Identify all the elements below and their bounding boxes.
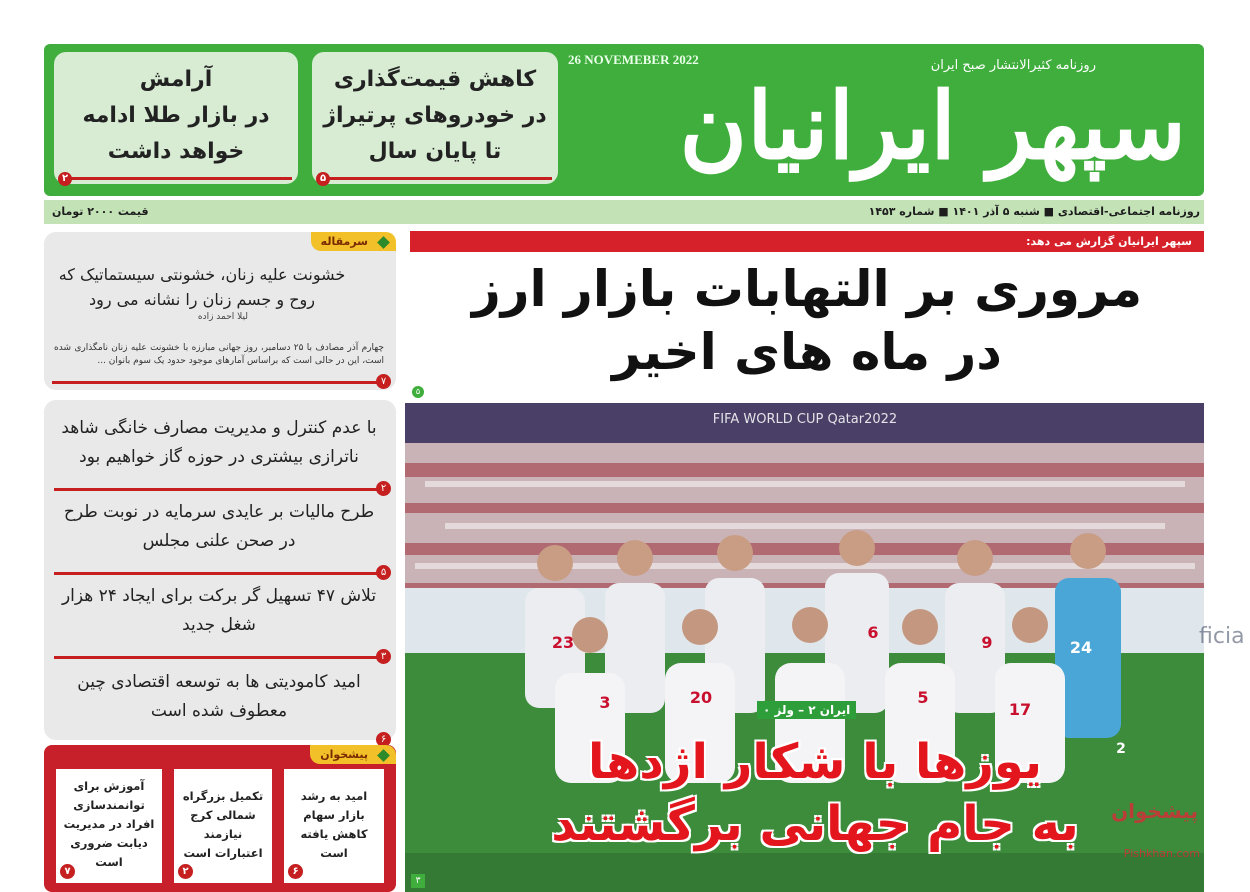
teaser-line: کاهش قیمت‌گذاری — [333, 67, 537, 92]
photo-headline-line: یوزها با شکار اژدها — [587, 734, 1043, 790]
list-item[interactable]: طرح مالیات بر عایدی سرمایه در نوبت طرح در صحن علنی مجلس — [63, 502, 375, 551]
editorial-box[interactable] — [44, 232, 396, 390]
teaser-car-prices[interactable] — [312, 52, 558, 184]
headline-line: در ماه های اخیر — [612, 323, 1002, 381]
teaser-gold-market[interactable] — [54, 52, 298, 184]
list-item[interactable]: با عدم کنترل و مدیریت مصارف خانگی شاهد ناترازی بیشتری در حوزه گاز خواهیم بود — [61, 418, 377, 467]
jersey-number: 24 — [1069, 638, 1093, 657]
divider — [54, 488, 384, 491]
edition-details: روزنامه اجتماعی-اقتصادی ■ شنبه ۵ آذر ۱۴۰۱ ■ شماره ۱۴۵۳ — [868, 205, 1200, 218]
page-number-badge: ۳ — [376, 649, 391, 664]
suggestions-tag-label: پیشخوان — [320, 748, 368, 761]
photo-headline-line: به جام جهانی برگشتند — [551, 796, 1079, 852]
suggestion-card[interactable] — [56, 769, 162, 883]
teaser-line: در خودروهای پرتیراژ — [323, 103, 547, 128]
teaser-line: تا پایان سال — [368, 139, 502, 164]
headline-line: مروری بر التهابات بازار ارز — [471, 260, 1143, 318]
list-item[interactable]: امید کامودیتی ها به توسعه اقتصادی چین معطوف شده است — [77, 672, 361, 721]
jersey-number: 6 — [867, 623, 879, 642]
diamond-icon — [377, 749, 390, 762]
jersey-number: 5 — [917, 688, 929, 707]
page-number-badge: ۵ — [316, 172, 330, 186]
page-number-badge: ۶ — [376, 732, 391, 747]
board-text: ficia — [1199, 624, 1245, 649]
news-list — [44, 400, 396, 745]
team-photo[interactable] — [405, 403, 1245, 892]
teaser-underline — [60, 177, 292, 180]
jersey-number: 2 — [1116, 741, 1126, 757]
diamond-icon — [377, 236, 390, 249]
page-number-badge: ۷ — [60, 864, 75, 879]
masthead-date: 26 NOVEMEBER 2022 — [568, 52, 699, 67]
jersey-number: 23 — [551, 633, 575, 652]
edition-info-bar — [44, 200, 1204, 224]
match-score-label: ایران ۲ – ولز ۰ — [757, 701, 856, 719]
editorial-tag-label: سرمقاله — [320, 235, 368, 248]
page-number-badge: ۲ — [178, 864, 193, 879]
teaser-line: خواهد داشت — [107, 139, 245, 164]
suggestion-text: آموزش برای توانمندسازی افراد در مدیریت دیابت ضروری است — [63, 779, 155, 869]
page-number-badge: ۶ — [288, 864, 303, 879]
divider — [54, 656, 384, 659]
pishkhan-suggestions — [44, 745, 396, 892]
suggestion-card[interactable] — [174, 769, 272, 883]
editorial-tag — [311, 232, 396, 251]
photo-headline — [535, 731, 1095, 855]
editorial-excerpt: چهارم آذر مصادف با ۲۵ دسامبر، روز جهانی مبارزه با خشونت علیه زنان نامگذاری شده است، این در حالی است که براساس آمارهای موجود حدود یک سوم بانوان ... — [54, 343, 384, 366]
masthead — [44, 44, 1204, 196]
teaser-underline — [318, 177, 552, 180]
masthead-subtitle: روزنامه کثیرالانتشار صبح ایران — [930, 58, 1096, 73]
main-headline[interactable] — [410, 258, 1204, 384]
editorial-author: لیلا احمد زاده — [197, 312, 248, 322]
divider — [52, 381, 384, 384]
page-number-badge: ۷ — [376, 374, 391, 389]
pishkhan-watermark: پیشخوان — [1111, 799, 1198, 823]
page-number-badge: ۲ — [376, 481, 391, 496]
page-number-badge: ۳ — [411, 874, 425, 888]
divider — [54, 572, 384, 575]
editorial-quote: خشونت علیه زنان، خشونتی سیستماتیک که روح و جسم زنان را نشانه می رود — [58, 265, 346, 309]
suggestion-text: تکمیل بزرگراه شمالی کرج نیازمند اعتبارات است — [182, 789, 264, 860]
page-number-badge: ۵ — [376, 565, 391, 580]
jersey-number: 17 — [1008, 700, 1032, 719]
teaser-line: آرامش — [139, 67, 213, 92]
jersey-number: 20 — [689, 688, 713, 707]
jersey-number: 3 — [599, 693, 611, 712]
suggestion-text: امید به رشد بازار سهام کاهش یافته است — [300, 789, 368, 860]
newspaper-logo-title: سپهر ایرانیان — [679, 72, 1186, 180]
jersey-number: 9 — [981, 633, 993, 652]
banner-text: FIFA WORLD CUP Qatar2022 — [712, 412, 898, 427]
page-number-badge: ۲ — [58, 172, 72, 186]
teaser-line: در بازار طلا ادامه — [82, 103, 270, 128]
pishkhan-watermark-url: Pishkhan.com — [1123, 847, 1200, 860]
headline-kicker: سپهر ایرانیان گزارش می دهد: — [410, 231, 1204, 252]
list-item[interactable]: تلاش ۴۷ تسهیل گر برکت برای ایجاد ۲۴ هزار شغل جدید — [61, 586, 377, 635]
page-number-badge: ۵ — [412, 386, 424, 398]
suggestions-tag — [310, 745, 396, 764]
suggestion-card[interactable] — [284, 769, 384, 883]
price-label: قیمت ۲۰۰۰ تومان — [52, 205, 149, 218]
